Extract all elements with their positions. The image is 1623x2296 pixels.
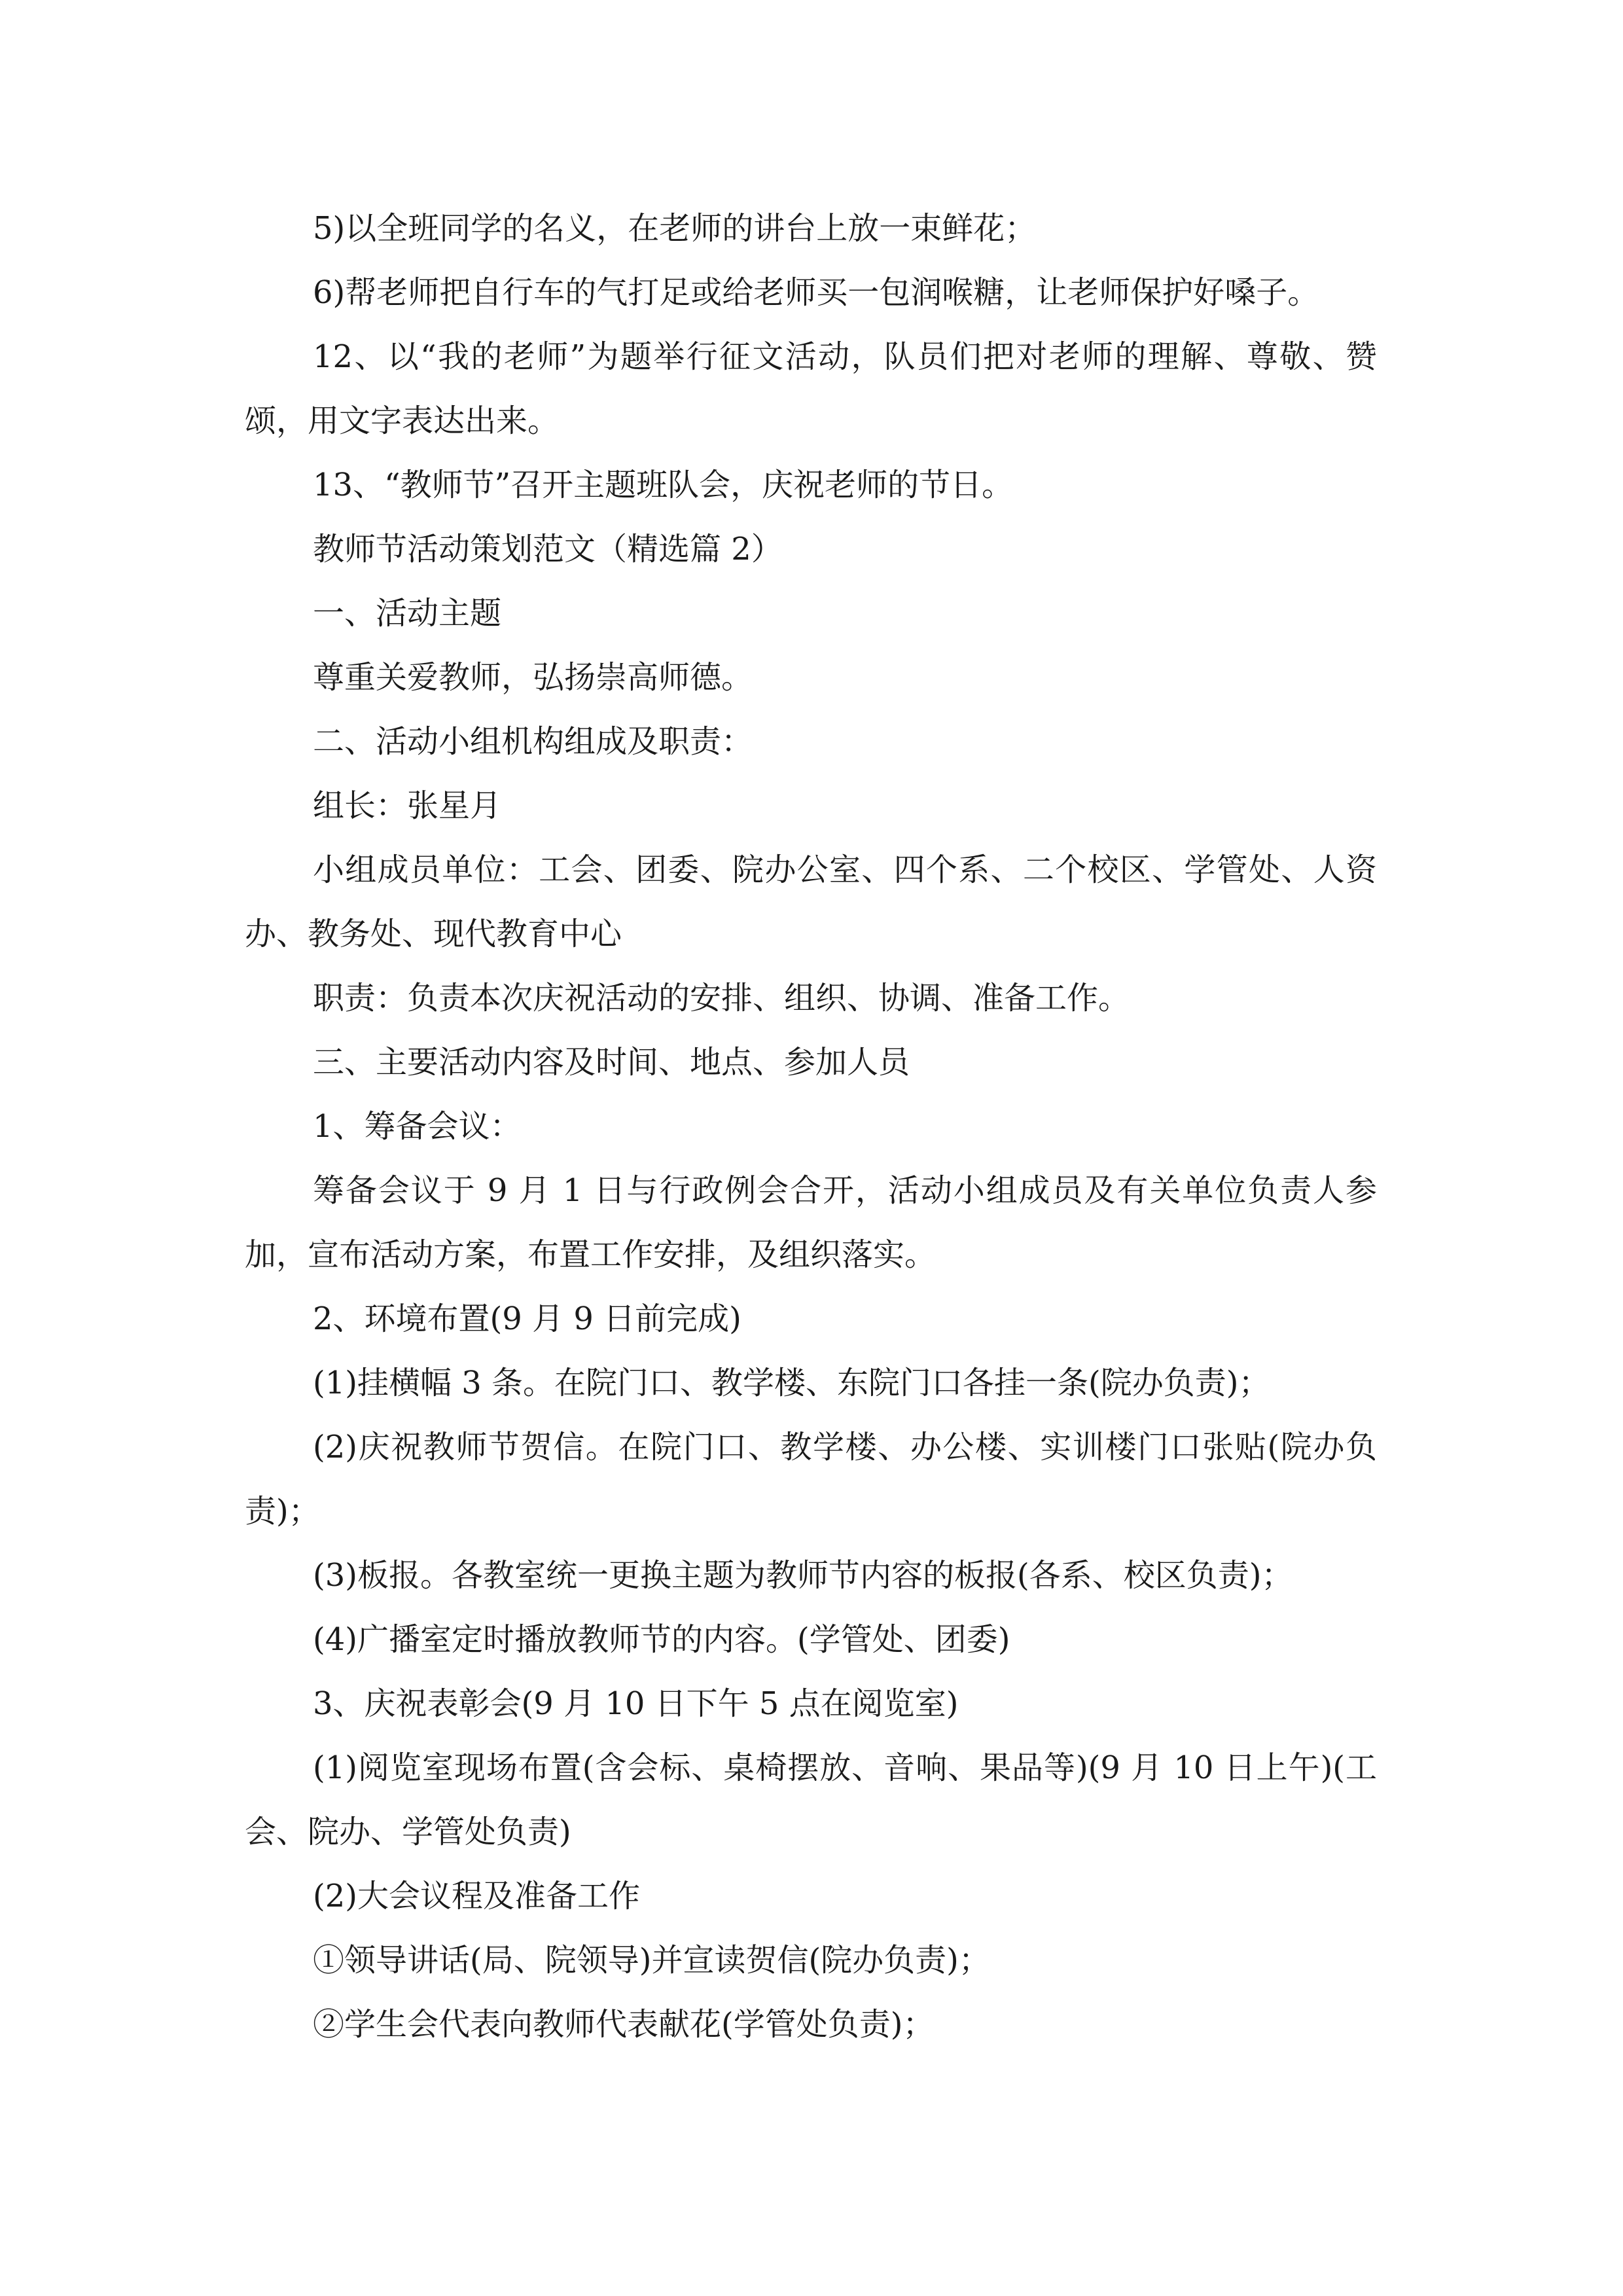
document-body	[245, 196, 1377, 2056]
paragraph: 小组成员单位：工会、团委、院办公室、四个系、二个校区、学管处、人资办、教务处、现代教育中心	[245, 852, 1377, 952]
paragraph: 13、“教师节”召开主题班队会，庆祝老师的节日。	[313, 467, 1014, 503]
paragraph: 3、庆祝表彰会(9 月 10 日下午 5 点在阅览室)	[313, 1685, 959, 1722]
paragraph: (2)大会议程及准备工作	[313, 1878, 640, 1914]
paragraph: 6)帮老师把自行车的气打足或给老师买一包润喉糖，让老师保护好嗓子。	[313, 274, 1319, 311]
paragraph: 尊重关爱教师，弘扬崇高师德。	[313, 659, 753, 696]
paragraph: 1、筹备会议：	[313, 1108, 522, 1145]
paragraph: 筹备会议于 9 月 1 日与行政例会合开，活动小组成员及有关单位负责人参加，宣布活动方案，布置工作安排，及组织落实。	[245, 1172, 1377, 1273]
paragraph: (3)板报。各教室统一更换主题为教师节内容的板报(各系、校区负责)；	[313, 1557, 1293, 1594]
paragraph: (1)挂横幅 3 条。在院门口、教学楼、东院门口各挂一条(院办负责)；	[313, 1365, 1270, 1401]
paragraph: 12、以“我的老师”为题举行征文活动，队员们把对老师的理解、尊敬、赞颂，用文字表达出来。	[245, 338, 1377, 439]
paragraph: 组长：张星月	[313, 787, 502, 824]
heading: 一、活动主题	[313, 595, 502, 632]
paragraph: 职责：负责本次庆祝活动的安排、组织、协调、准备工作。	[313, 980, 1130, 1016]
paragraph: (1)阅览室现场布置(含会标、桌椅摆放、音响、果品等)(9 月 10 日上午)(工会、院办、学管处负责)	[245, 1749, 1377, 1850]
paragraph: 5)以全班同学的名义，在老师的讲台上放一束鲜花；	[313, 210, 1037, 247]
heading: 二、活动小组机构组成及职责：	[313, 723, 753, 760]
heading: 三、主要活动内容及时间、地点、参加人员	[313, 1044, 910, 1081]
paragraph: ①领导讲话(局、院领导)并宣读贺信(院办负责)；	[313, 1942, 990, 1979]
paragraph: (4)广播室定时播放教师节的内容。(学管处、团委)	[313, 1621, 1010, 1658]
paragraph: 2、环境布置(9 月 9 日前完成)	[313, 1300, 741, 1337]
paragraph: (2)庆祝教师节贺信。在院门口、教学楼、办公楼、实训楼门口张贴(院办负责)；	[245, 1429, 1377, 1530]
paragraph: ②学生会代表向教师代表献花(学管处负责)；	[313, 2006, 935, 2043]
section-title: 教师节活动策划范文（精选篇 2）	[313, 531, 783, 567]
